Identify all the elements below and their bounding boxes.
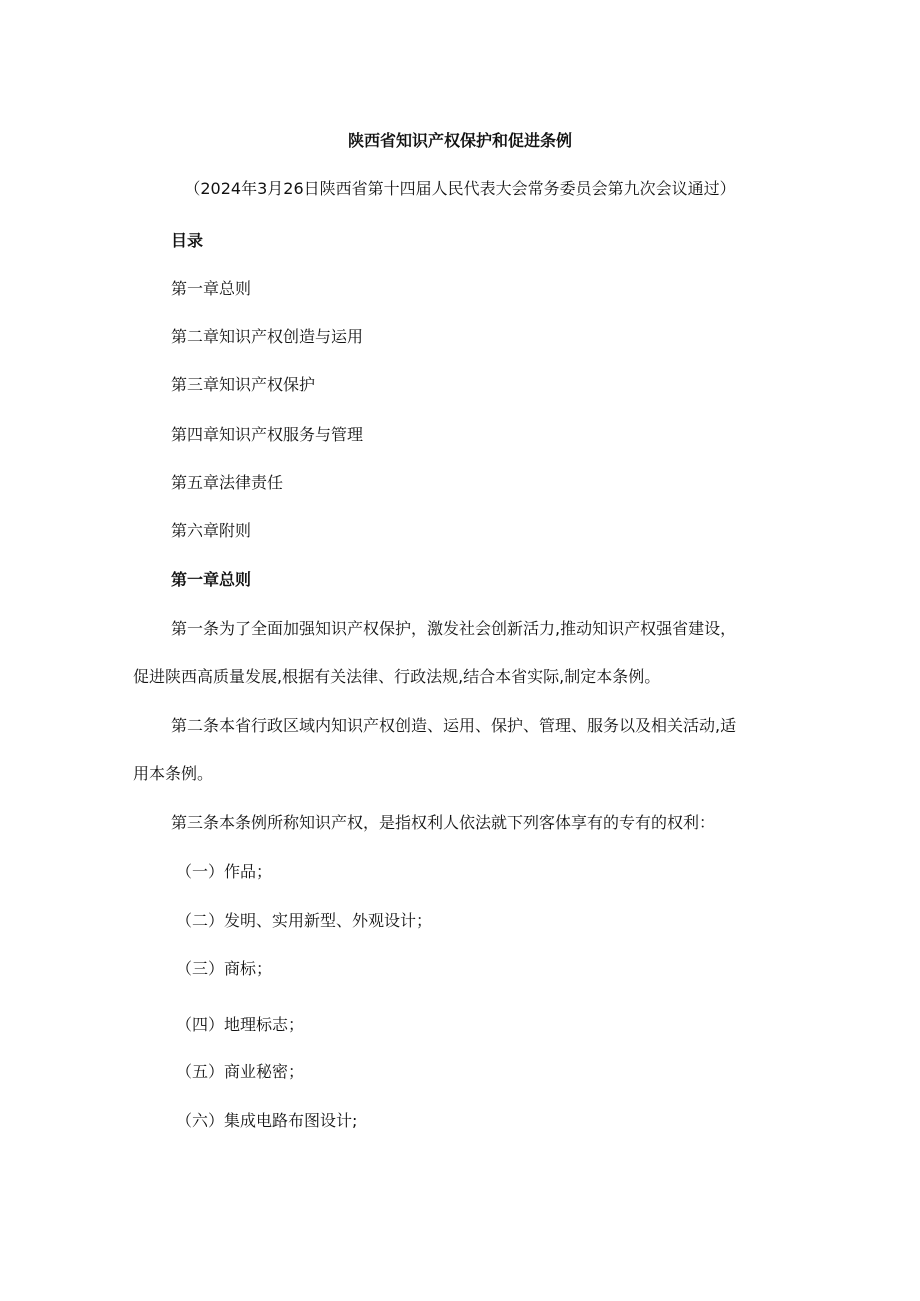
article-3-item: （一）作品； <box>176 862 273 881</box>
toc-item: 第三章知识产权保护 <box>171 375 316 394</box>
article-2-line-1: 第二条本省行政区域内知识产权创造、运用、保护、管理、服务以及相关活动,适 <box>171 716 737 735</box>
article-3-item: （二）发明、实用新型、外观设计； <box>176 911 433 930</box>
toc-item: 第一章总则 <box>171 279 252 298</box>
toc-item: 第四章知识产权服务与管理 <box>171 425 364 444</box>
article-2-line-2: 用本条例。 <box>133 764 214 783</box>
document-title: 陕西省知识产权保护和促进条例 <box>347 131 572 150</box>
article-3-intro: 第三条本条例所称知识产权，是指权利人依法就下列客体享有的专有的权利： <box>171 813 716 832</box>
toc-item: 第六章附则 <box>171 521 252 540</box>
chapter-heading: 第一章总则 <box>171 570 252 589</box>
article-3-item: （三）商标； <box>176 959 273 978</box>
toc-item: 第五章法律责任 <box>171 473 284 492</box>
document-subtitle: （2024年3月26日陕西省第十四届人民代表大会常务委员会第九次会议通过） <box>184 179 736 198</box>
article-3-item: （五）商业秘密； <box>176 1062 305 1081</box>
toc-heading: 目录 <box>171 231 204 250</box>
article-1-line-2: 促进陕西高质量发展,根据有关法律、行政法规,结合本省实际,制定本条例。 <box>133 667 661 686</box>
article-3-item: （四）地理标志； <box>176 1015 305 1034</box>
article-3-item: （六）集成电路布图设计; <box>176 1111 358 1130</box>
article-1-line-1: 第一条为了全面加强知识产权保护，激发社会创新活力,推动知识产权强省建设， <box>171 619 737 638</box>
toc-item: 第二章知识产权创造与运用 <box>171 327 364 346</box>
